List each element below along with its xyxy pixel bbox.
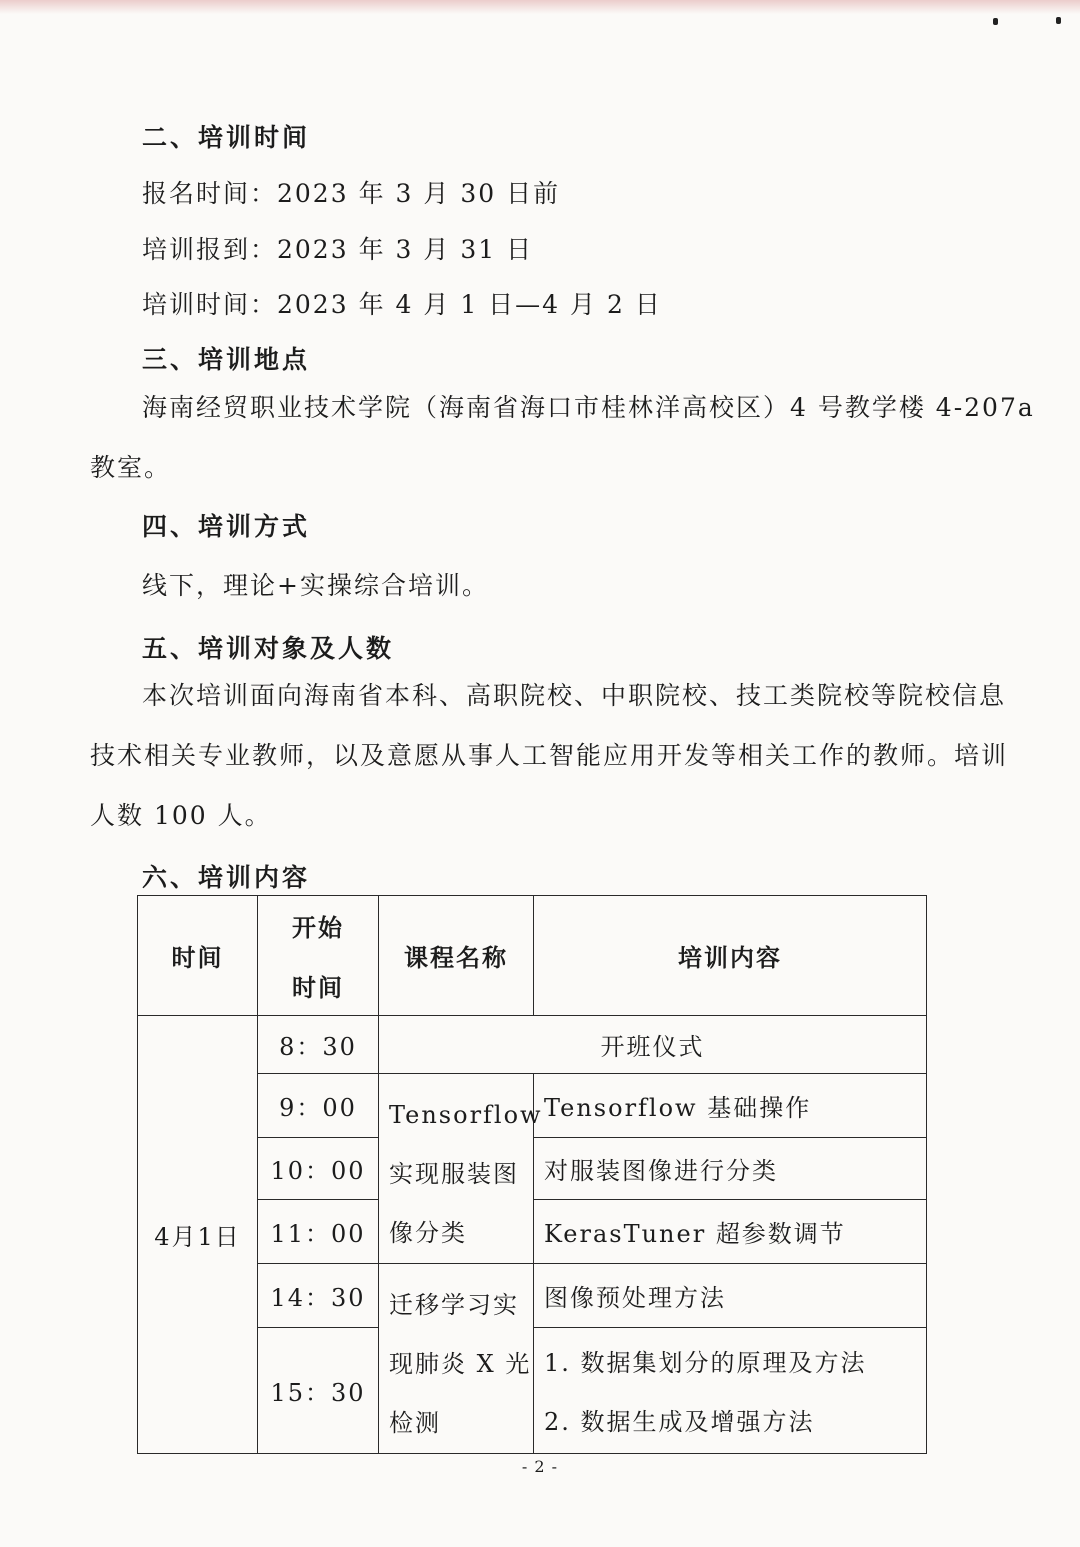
course-line: 检测 (389, 1409, 441, 1437)
content-cell: 图像预处理方法 (534, 1264, 927, 1328)
section-heading-method: 四、培训方式 (142, 512, 311, 541)
date-cell: 4月1日 (138, 1016, 258, 1454)
table-row (138, 1016, 927, 1074)
course-line: Tensorflow (389, 1101, 543, 1129)
time-cell: 8：30 (258, 1016, 379, 1074)
section-heading-audience: 五、培训对象及人数 (142, 634, 395, 663)
schedule-table (137, 895, 927, 1454)
audience-line-1: 本次培训面向海南省本科、高职院校、中职院校、技工类院校等院校信息 (142, 681, 1007, 710)
content-cell: KerasTuner 超参数调节 (534, 1200, 927, 1264)
course-line: 实现服装图 (389, 1160, 519, 1188)
course-line: 迁移学习实 (389, 1291, 519, 1319)
course-cell (379, 1074, 543, 1264)
page-number: - 2 - (521, 1457, 559, 1476)
header-content: 培训内容 (534, 896, 927, 1016)
section-heading-content: 六、培训内容 (142, 863, 311, 892)
section-heading-location: 三、培训地点 (142, 345, 311, 374)
location-line-2: 教室。 (90, 453, 172, 482)
report-date: 培训报到：2023 年 3 月 31 日 (142, 235, 534, 264)
scan-edge-tint (0, 0, 1080, 14)
time-cell: 14：30 (258, 1264, 379, 1328)
header-start-line1: 开始 (292, 914, 344, 943)
content-cell: 对服装图像进行分类 (534, 1137, 927, 1200)
scan-speck (1056, 17, 1061, 24)
content-cell: Tensorflow 基础操作 (534, 1074, 927, 1138)
section-heading-time: 二、培训时间 (142, 123, 311, 152)
registration-date: 报名时间：2023 年 3 月 30 日前 (142, 179, 561, 208)
time-cell: 9：00 (258, 1074, 379, 1138)
content-cell: 开班仪式 (379, 1016, 927, 1074)
method-text: 线下，理论+实操综合培训。 (142, 571, 489, 600)
scan-speck (993, 18, 998, 25)
table-header-row (138, 896, 927, 1016)
course-line: 现肺炎 X 光 (389, 1350, 532, 1378)
course-cell (379, 1264, 534, 1454)
header-course: 课程名称 (379, 896, 534, 1016)
content-cell (534, 1327, 927, 1453)
course-line: 像分类 (389, 1219, 467, 1247)
audience-line-3: 人数 100 人。 (90, 801, 272, 830)
time-cell: 10：00 (258, 1137, 379, 1200)
header-start-line2: 时间 (292, 973, 344, 1002)
time-cell: 15：30 (258, 1327, 379, 1453)
audience-line-2: 技术相关专业教师，以及意愿从事人工智能应用开发等相关工作的教师。培训 (90, 741, 1009, 770)
header-date: 时间 (138, 896, 258, 1016)
header-start-time (258, 896, 379, 1016)
content-line: 2. 数据生成及增强方法 (544, 1408, 815, 1437)
location-line-1: 海南经贸职业技术学院（海南省海口市桂林洋高校区）4 号教学楼 4-207a (142, 393, 1035, 422)
content-line: 1. 数据集划分的原理及方法 (544, 1349, 867, 1378)
training-dates: 培训时间：2023 年 4 月 1 日—4 月 2 日 (142, 290, 662, 319)
time-cell: 11：00 (258, 1200, 379, 1264)
